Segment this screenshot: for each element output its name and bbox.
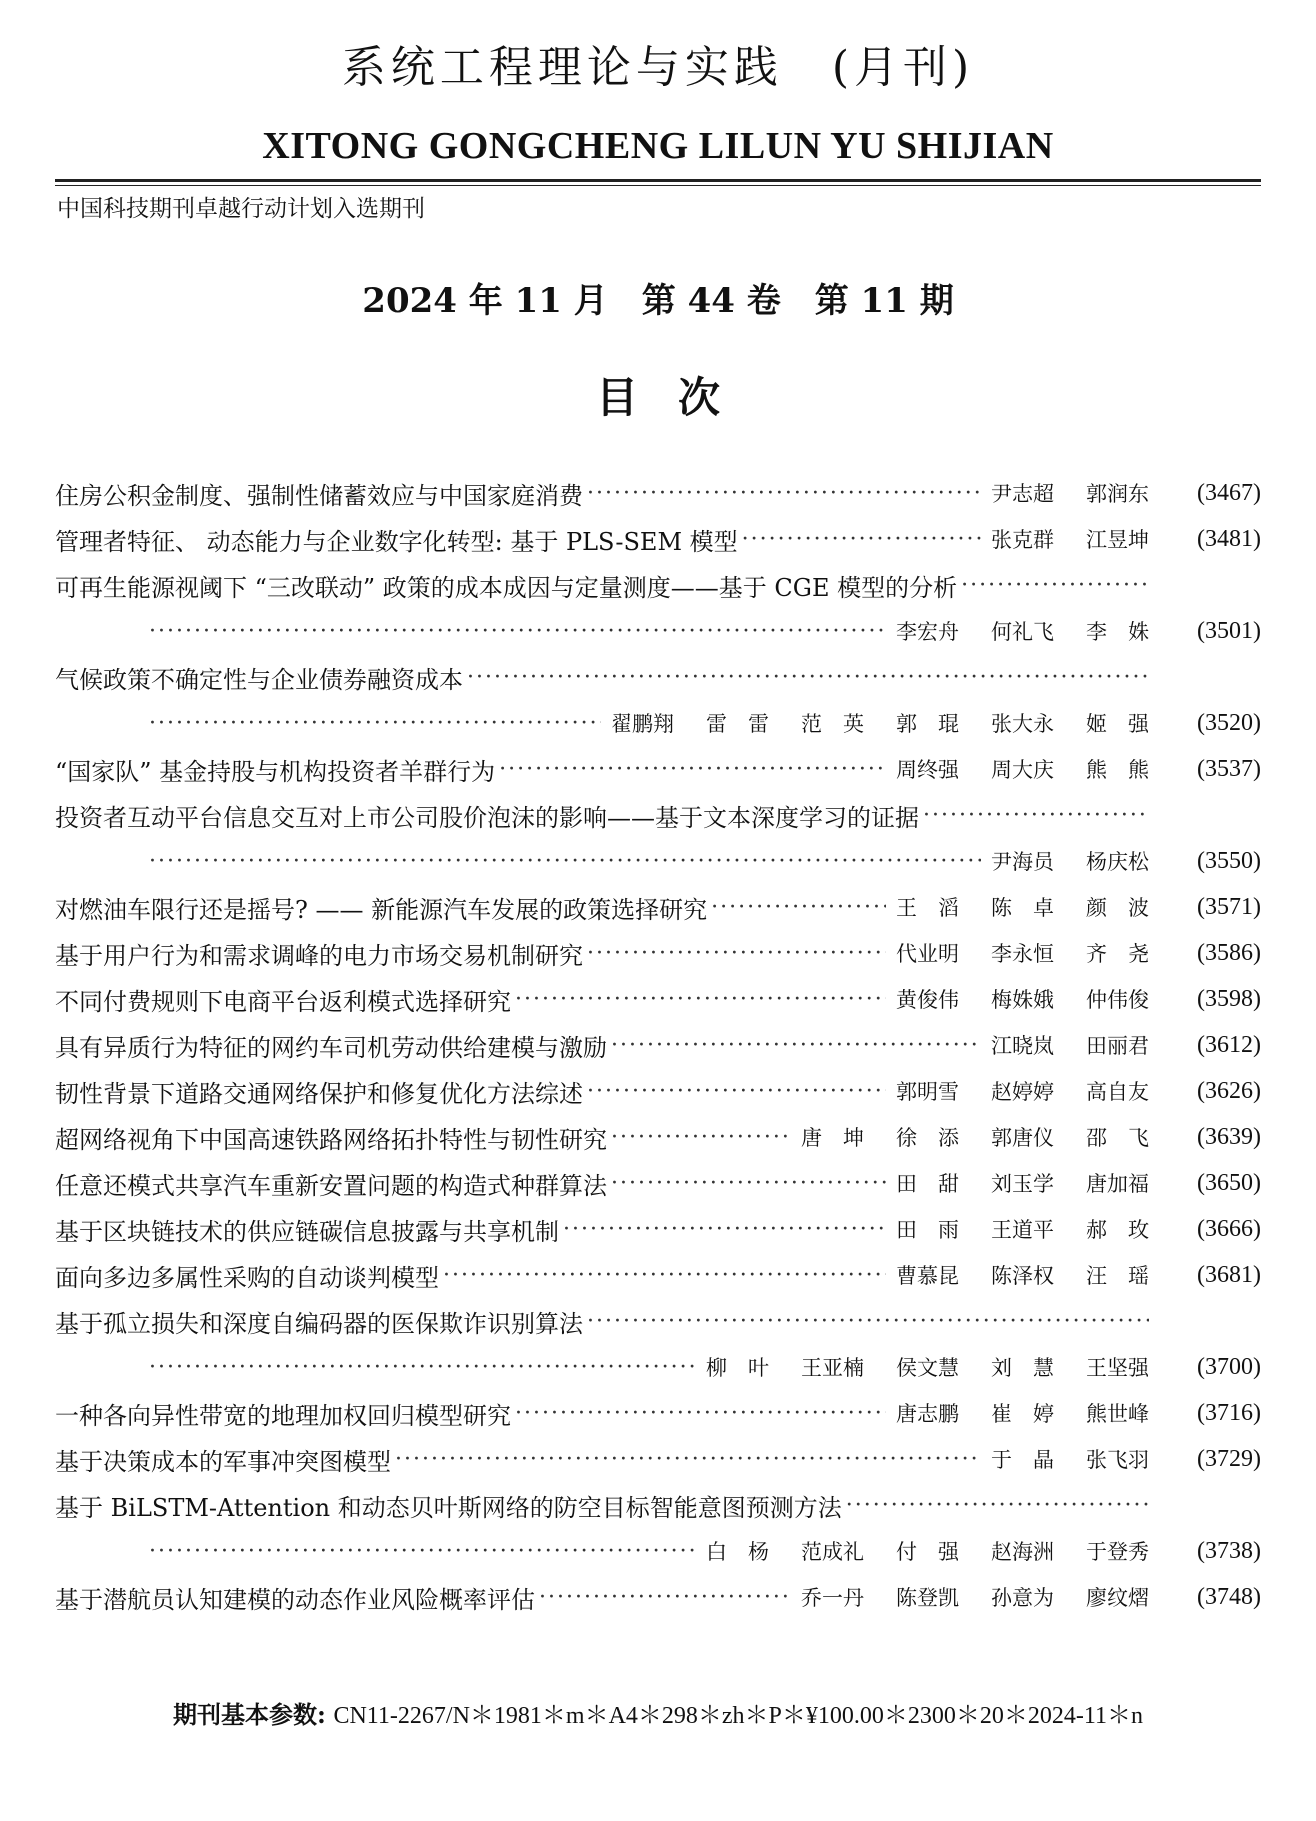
toc-entry-title-row	[55, 654, 1261, 700]
toc-entry	[55, 1022, 1261, 1068]
author-name: 李宏舟	[896, 620, 959, 644]
toc-entry-title-row	[55, 562, 1261, 608]
toc-entry-page: (3650)	[1197, 1169, 1261, 1196]
toc-entry-page: (3537)	[1197, 755, 1261, 782]
dot-leader	[587, 941, 886, 966]
author-name: 唐加福	[1086, 1172, 1149, 1196]
dot-leader	[846, 1493, 1149, 1518]
dot-leader	[149, 711, 601, 736]
toc-entry-page: (3729)	[1197, 1445, 1261, 1472]
author-name: 李 姝	[1086, 620, 1149, 644]
author-name: 刘 慧	[991, 1356, 1054, 1380]
toc-entry-page: (3520)	[1197, 709, 1261, 736]
toc-entry-authors	[700, 1536, 1149, 1566]
toc-entry-title-row	[55, 792, 1261, 838]
toc-entry-title: 可再生能源视阈下 “三改联动” 政策的成本成因与定量测度——基于 CGE 模型的分析	[55, 573, 958, 602]
author-name: 雷 雷	[706, 712, 769, 736]
author-name: 付 强	[896, 1540, 959, 1564]
author-name: 唐志鹏	[896, 1402, 959, 1426]
dot-leader	[443, 1263, 886, 1288]
dot-leader	[742, 527, 981, 552]
author-name: 郭唐仪	[991, 1126, 1054, 1150]
author-name: 齐 尧	[1086, 942, 1149, 966]
toc-entry-page: (3612)	[1197, 1031, 1261, 1058]
author-name: 于 晶	[991, 1448, 1054, 1472]
toc-entry-page: (3571)	[1197, 893, 1261, 920]
author-name: 孙意为	[991, 1586, 1054, 1610]
toc-entry-author-row	[55, 1344, 1261, 1390]
author-name: 梅姝娥	[991, 988, 1054, 1012]
dot-leader	[149, 1355, 696, 1380]
toc-entry-title: 具有异质行为特征的网约车司机劳动供给建模与激励	[55, 1033, 607, 1062]
author-name: 熊世峰	[1086, 1402, 1149, 1426]
toc-entry-title: “国家队” 基金持股与机构投资者羊群行为	[55, 757, 496, 786]
toc-entry	[55, 1252, 1261, 1298]
dot-leader	[611, 1125, 791, 1150]
dot-leader	[611, 1171, 886, 1196]
toc-entry	[55, 1114, 1261, 1160]
toc-entry	[55, 1160, 1261, 1206]
journal-parameters-value: CN11-2267/N＊1981＊m＊A4＊298＊zh＊P＊¥100.00＊2300＊20＊2024-11＊n	[333, 1703, 1144, 1729]
author-name: 代业明	[896, 942, 959, 966]
toc-entry-title: 管理者特征、 动态能力与企业数字化转型: 基于 PLS-SEM 模型	[55, 527, 738, 556]
toc-entry-author-row	[55, 838, 1261, 884]
toc-entry-authors	[890, 616, 1149, 646]
author-name: 尹海员	[991, 850, 1054, 874]
toc-entry-authors	[985, 1030, 1149, 1060]
author-name: 熊 熊	[1086, 758, 1149, 782]
dot-leader	[539, 1585, 791, 1610]
toc-entry-page: (3666)	[1197, 1215, 1261, 1242]
toc-entry-title-row	[55, 1482, 1261, 1528]
author-name: 赵婷婷	[991, 1080, 1054, 1104]
author-name: 翟鹏翔	[611, 712, 674, 736]
dot-leader	[587, 481, 981, 506]
toc-entry	[55, 1068, 1261, 1114]
author-name: 刘玉学	[991, 1172, 1054, 1196]
toc-entry-title: 超网络视角下中国高速铁路网络拓扑特性与韧性研究	[55, 1125, 607, 1154]
toc-entry-authors	[985, 1444, 1149, 1474]
toc-entry-title: 面向多边多属性采购的自动谈判模型	[55, 1263, 439, 1292]
dot-leader	[563, 1217, 886, 1242]
author-name: 侯文慧	[896, 1356, 959, 1380]
toc-entry-authors	[605, 708, 1149, 738]
toc-entry-page: (3586)	[1197, 939, 1261, 966]
toc-entry-authors	[985, 846, 1149, 876]
author-name: 张大永	[991, 712, 1054, 736]
toc-entry-title: 不同付费规则下电商平台返利模式选择研究	[55, 987, 511, 1016]
author-name: 周大庆	[991, 758, 1054, 782]
toc-entry	[55, 1390, 1261, 1436]
author-name: 杨庆松	[1086, 850, 1149, 874]
dot-leader	[515, 987, 886, 1012]
table-of-contents	[55, 470, 1261, 1620]
author-name: 何礼飞	[991, 620, 1054, 644]
toc-entry	[55, 1206, 1261, 1252]
author-name: 陈 卓	[991, 896, 1054, 920]
author-name: 王坚强	[1086, 1356, 1149, 1380]
toc-entry-page: (3598)	[1197, 985, 1261, 1012]
toc-entry-page: (3550)	[1197, 847, 1261, 874]
toc-entry-title: 基于区块链技术的供应链碳信息披露与共享机制	[55, 1217, 559, 1246]
author-name: 田 雨	[896, 1218, 959, 1242]
toc-entry-page: (3481)	[1197, 525, 1261, 552]
toc-entry-title: 任意还模式共享汽车重新安置问题的构造式种群算法	[55, 1171, 607, 1200]
toc-entry-title: 基于孤立损失和深度自编码器的医保欺诈识别算法	[55, 1309, 583, 1338]
toc-entry-title: 基于用户行为和需求调峰的电力市场交易机制研究	[55, 941, 583, 970]
author-name: 张克群	[991, 528, 1054, 552]
author-name: 范 英	[801, 712, 864, 736]
author-name: 郭 琨	[896, 712, 959, 736]
toc-entry-authors	[985, 478, 1149, 508]
author-name: 曹慕昆	[896, 1264, 959, 1288]
header-rule-thick	[55, 179, 1261, 182]
toc-entry-page: (3467)	[1197, 479, 1261, 506]
dot-leader	[587, 1079, 886, 1104]
author-name: 乔一丹	[801, 1586, 864, 1610]
toc-entry-authors	[890, 754, 1149, 784]
toc-entry-page: (3700)	[1197, 1353, 1261, 1380]
dot-leader	[395, 1447, 981, 1472]
toc-entry-title-row	[55, 1298, 1261, 1344]
author-name: 徐 添	[896, 1126, 959, 1150]
dot-leader	[149, 849, 981, 874]
author-name: 江晓岚	[991, 1034, 1054, 1058]
toc-entry-author-row	[55, 608, 1261, 654]
toc-entry-author-row	[55, 1528, 1261, 1574]
dot-leader	[587, 1309, 1149, 1334]
author-name: 陈登凯	[896, 1586, 959, 1610]
author-name: 汪 瑶	[1086, 1264, 1149, 1288]
author-name: 王亚楠	[801, 1356, 864, 1380]
dot-leader	[515, 1401, 886, 1426]
toc-entry	[55, 930, 1261, 976]
dot-leader	[611, 1033, 981, 1058]
toc-entry-authors	[890, 1260, 1149, 1290]
toc-entry-page: (3626)	[1197, 1077, 1261, 1104]
author-name: 郝 玫	[1086, 1218, 1149, 1242]
toc-entry-authors	[890, 984, 1149, 1014]
author-name: 张飞羽	[1086, 1448, 1149, 1472]
author-name: 黄俊伟	[896, 988, 959, 1012]
toc-entry-authors	[890, 1214, 1149, 1244]
toc-entry-authors	[890, 1076, 1149, 1106]
author-name: 江昱坤	[1086, 528, 1149, 552]
dot-leader	[149, 1539, 696, 1564]
toc-entry-title: 气候政策不确定性与企业债券融资成本	[55, 665, 463, 694]
journal-title-chinese: 系统工程理论与实践 (月刊)	[341, 42, 975, 93]
dot-leader	[923, 803, 1149, 828]
toc-entry-title: 住房公积金制度、强制性储蓄效应与中国家庭消费	[55, 481, 583, 510]
dot-leader	[711, 895, 886, 920]
dot-leader	[149, 619, 886, 644]
author-name: 王 滔	[896, 896, 959, 920]
dot-leader	[961, 573, 1149, 598]
author-name: 尹志超	[991, 482, 1054, 506]
toc-entry-author-row	[55, 700, 1261, 746]
toc-entry	[55, 1436, 1261, 1482]
toc-entry-page: (3748)	[1197, 1583, 1261, 1610]
author-name: 陈泽权	[991, 1264, 1054, 1288]
dot-leader	[467, 665, 1149, 690]
toc-entry-page: (3501)	[1197, 617, 1261, 644]
author-name: 周终强	[896, 758, 959, 782]
author-name: 郭明雪	[896, 1080, 959, 1104]
author-name: 高自友	[1086, 1080, 1149, 1104]
toc-entry-authors	[890, 892, 1149, 922]
toc-entry	[55, 976, 1261, 1022]
toc-entry	[55, 1574, 1261, 1620]
author-name: 仲伟俊	[1086, 988, 1149, 1012]
author-name: 田 甜	[896, 1172, 959, 1196]
toc-entry-title: 基于 BiLSTM-Attention 和动态贝叶斯网络的防空目标智能意图预测方法	[55, 1493, 842, 1522]
toc-entry	[55, 470, 1261, 516]
toc-entry-title: 对燃油车限行还是摇号? —— 新能源汽车发展的政策选择研究	[55, 895, 708, 924]
toc-entry-title: 一种各向异性带宽的地理加权回归模型研究	[55, 1401, 511, 1430]
journal-parameters-label: 期刊基本参数:	[172, 1700, 326, 1729]
author-name: 于登秀	[1086, 1540, 1149, 1564]
author-name: 姬 强	[1086, 712, 1149, 736]
author-name: 崔 婷	[991, 1402, 1054, 1426]
author-name: 柳 叶	[706, 1356, 769, 1380]
author-name: 郭润东	[1086, 482, 1149, 506]
author-name: 范成礼	[801, 1540, 864, 1564]
toc-entry-page: (3639)	[1197, 1123, 1261, 1150]
author-name: 赵海洲	[991, 1540, 1054, 1564]
toc-entry-authors	[795, 1582, 1149, 1612]
toc-entry-authors	[985, 524, 1149, 554]
toc-heading: 目次	[595, 373, 760, 422]
toc-entry-authors	[890, 1398, 1149, 1428]
toc-entry-title: 韧性背景下道路交通网络保护和修复优化方法综述	[55, 1079, 583, 1108]
toc-entry	[55, 516, 1261, 562]
header-rule-thin	[55, 185, 1261, 186]
issue-line: 2024 年 11 月 第 44 卷 第 11 期	[362, 281, 954, 321]
toc-entry-authors	[890, 1168, 1149, 1198]
author-name: 白 杨	[706, 1540, 769, 1564]
author-name: 王道平	[991, 1218, 1054, 1242]
author-name: 廖纹熠	[1086, 1586, 1149, 1610]
author-name: 颜 波	[1086, 896, 1149, 920]
toc-entry-title: 基于潜航员认知建模的动态作业风险概率评估	[55, 1585, 535, 1614]
toc-entry	[55, 746, 1261, 792]
toc-entry-page: (3716)	[1197, 1399, 1261, 1426]
toc-entry-authors	[795, 1122, 1149, 1152]
toc-entry-authors	[700, 1352, 1149, 1382]
journal-subtitle: 中国科技期刊卓越行动计划入选期刊	[57, 196, 425, 222]
author-name: 唐 坤	[801, 1126, 864, 1150]
toc-entry-title: 基于决策成本的军事冲突图模型	[55, 1447, 391, 1476]
journal-title-pinyin: XITONG GONGCHENG LILUN YU SHIJIAN	[262, 125, 1054, 167]
author-name: 李永恒	[991, 942, 1054, 966]
toc-entry-title: 投资者互动平台信息交互对上市公司股价泡沫的影响——基于文本深度学习的证据	[55, 803, 919, 832]
toc-entry-page: (3738)	[1197, 1537, 1261, 1564]
author-name: 田丽君	[1086, 1034, 1149, 1058]
toc-entry	[55, 884, 1261, 930]
toc-entry-authors	[890, 938, 1149, 968]
author-name: 邵 飞	[1086, 1126, 1149, 1150]
toc-entry-page: (3681)	[1197, 1261, 1261, 1288]
dot-leader	[499, 757, 886, 782]
journal-parameters	[0, 1698, 1316, 1733]
